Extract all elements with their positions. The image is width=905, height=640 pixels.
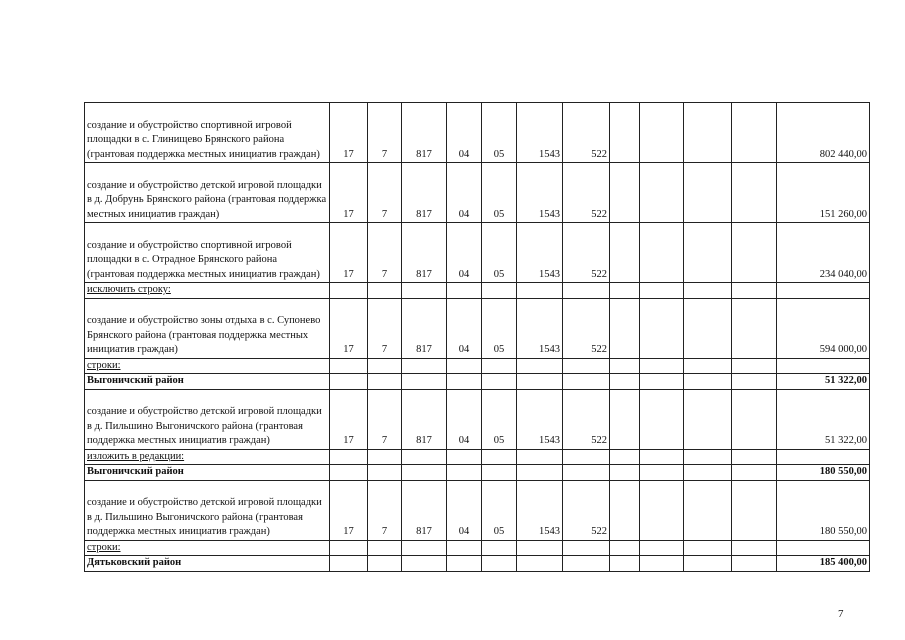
instruction-row [85, 540, 870, 556]
code-cell [447, 374, 482, 390]
code-cell [610, 540, 640, 556]
code-cell: 522 [563, 163, 610, 223]
code-cell [563, 465, 610, 481]
table-row [85, 389, 870, 449]
code-cell [732, 283, 777, 299]
code-cell [517, 358, 563, 374]
code-cell [684, 298, 732, 358]
code-cell: 05 [482, 298, 517, 358]
code-cell [732, 223, 777, 283]
code-cell [610, 449, 640, 465]
code-cell [402, 283, 447, 299]
code-cell: 817 [402, 389, 447, 449]
code-cell [447, 465, 482, 481]
code-cell [610, 103, 640, 163]
code-cell: 04 [447, 103, 482, 163]
code-cell [482, 465, 517, 481]
amount-cell: 594 000,00 [777, 298, 870, 358]
code-cell: 522 [563, 223, 610, 283]
instruction-row [85, 358, 870, 374]
code-cell: 817 [402, 298, 447, 358]
code-cell [640, 163, 684, 223]
amount-cell [777, 358, 870, 374]
code-cell [684, 449, 732, 465]
code-cell [368, 449, 402, 465]
code-cell [402, 374, 447, 390]
code-cell: 05 [482, 163, 517, 223]
code-cell: 7 [368, 480, 402, 540]
code-cell: 7 [368, 163, 402, 223]
code-cell [684, 223, 732, 283]
district-row [85, 556, 870, 572]
amount-cell: 51 322,00 [777, 389, 870, 449]
code-cell [330, 465, 368, 481]
code-cell [402, 556, 447, 572]
code-cell [732, 465, 777, 481]
code-cell [517, 374, 563, 390]
table-body [85, 103, 870, 572]
code-cell [732, 298, 777, 358]
code-cell: 817 [402, 163, 447, 223]
code-cell [732, 163, 777, 223]
code-cell: 1543 [517, 163, 563, 223]
code-cell [330, 556, 368, 572]
code-cell [732, 556, 777, 572]
code-cell [640, 556, 684, 572]
code-cell [482, 540, 517, 556]
code-cell [402, 465, 447, 481]
district-name: Выгоничский район [85, 374, 330, 390]
table-row [85, 298, 870, 358]
code-cell: 817 [402, 223, 447, 283]
code-cell [610, 556, 640, 572]
code-cell: 522 [563, 298, 610, 358]
code-cell [732, 389, 777, 449]
amount-cell: 180 550,00 [777, 465, 870, 481]
code-cell [640, 358, 684, 374]
code-cell: 1543 [517, 223, 563, 283]
code-cell [684, 540, 732, 556]
code-cell [330, 540, 368, 556]
code-cell [610, 358, 640, 374]
code-cell [563, 449, 610, 465]
code-cell [517, 449, 563, 465]
code-cell: 17 [330, 103, 368, 163]
code-cell [517, 540, 563, 556]
code-cell [368, 540, 402, 556]
table-row [85, 223, 870, 283]
code-cell: 17 [330, 480, 368, 540]
code-cell [732, 103, 777, 163]
code-cell [447, 540, 482, 556]
amount-cell [777, 540, 870, 556]
district-name: Выгоничский район [85, 465, 330, 481]
amount-cell: 802 440,00 [777, 103, 870, 163]
code-cell [640, 374, 684, 390]
code-cell [732, 480, 777, 540]
code-cell [732, 540, 777, 556]
amount-cell: 234 040,00 [777, 223, 870, 283]
amount-cell [777, 283, 870, 299]
code-cell [640, 389, 684, 449]
instruction-text: изложить в редакции: [85, 449, 330, 465]
code-cell [684, 389, 732, 449]
code-cell: 05 [482, 223, 517, 283]
code-cell [610, 298, 640, 358]
code-cell [684, 358, 732, 374]
code-cell [640, 540, 684, 556]
code-cell: 817 [402, 103, 447, 163]
code-cell: 17 [330, 298, 368, 358]
code-cell [732, 358, 777, 374]
code-cell [732, 374, 777, 390]
code-cell [482, 283, 517, 299]
code-cell [563, 374, 610, 390]
code-cell: 17 [330, 389, 368, 449]
code-cell: 17 [330, 163, 368, 223]
code-cell: 04 [447, 389, 482, 449]
amount-cell: 151 260,00 [777, 163, 870, 223]
instruction-row [85, 449, 870, 465]
code-cell [610, 223, 640, 283]
code-cell: 1543 [517, 103, 563, 163]
instruction-text: исключить строку: [85, 283, 330, 299]
code-cell [563, 283, 610, 299]
code-cell: 7 [368, 103, 402, 163]
code-cell: 522 [563, 389, 610, 449]
code-cell: 1543 [517, 389, 563, 449]
code-cell [563, 358, 610, 374]
district-name: Дятьковский район [85, 556, 330, 572]
code-cell [368, 374, 402, 390]
code-cell [447, 283, 482, 299]
code-cell: 17 [330, 223, 368, 283]
code-cell [517, 465, 563, 481]
item-description: создание и обустройство детской игровой площадки в д. Добрунь Брянского района (грантовая поддержка местных инициатив граждан) [85, 163, 330, 223]
code-cell [684, 283, 732, 299]
instruction-row [85, 283, 870, 299]
code-cell [640, 283, 684, 299]
code-cell [610, 163, 640, 223]
item-description: создание и обустройство спортивной игровой площадки в с. Отрадное Брянского района (грантовая поддержка местных инициатив граждан) [85, 223, 330, 283]
code-cell [368, 358, 402, 374]
code-cell: 1543 [517, 298, 563, 358]
code-cell [684, 374, 732, 390]
code-cell [640, 298, 684, 358]
code-cell [482, 358, 517, 374]
district-row [85, 374, 870, 390]
code-cell: 05 [482, 389, 517, 449]
code-cell: 7 [368, 298, 402, 358]
amount-cell: 185 400,00 [777, 556, 870, 572]
code-cell [402, 449, 447, 465]
code-cell [610, 283, 640, 299]
instruction-text: строки: [85, 358, 330, 374]
code-cell [330, 283, 368, 299]
amount-cell [777, 449, 870, 465]
code-cell [610, 389, 640, 449]
code-cell [402, 358, 447, 374]
amount-cell: 180 550,00 [777, 480, 870, 540]
code-cell [684, 480, 732, 540]
code-cell: 1543 [517, 480, 563, 540]
code-cell [610, 465, 640, 481]
item-description: создание и обустройство спортивной игровой площадки в с. Глинищево Брянского района (грантовая поддержка местных инициатив граждан) [85, 103, 330, 163]
code-cell [563, 540, 610, 556]
code-cell [330, 449, 368, 465]
code-cell: 04 [447, 163, 482, 223]
district-row [85, 465, 870, 481]
table-row [85, 163, 870, 223]
code-cell: 04 [447, 480, 482, 540]
code-cell [610, 480, 640, 540]
code-cell: 04 [447, 223, 482, 283]
code-cell [482, 556, 517, 572]
code-cell [447, 556, 482, 572]
code-cell [684, 163, 732, 223]
page-number: 7 [838, 608, 844, 620]
code-cell [640, 480, 684, 540]
code-cell [684, 465, 732, 481]
code-cell [684, 556, 732, 572]
code-cell [368, 283, 402, 299]
item-description: создание и обустройство зоны отдыха в с. Супонево Брянского района (грантовая поддержка местных инициатив граждан) [85, 298, 330, 358]
code-cell: 7 [368, 223, 402, 283]
code-cell [640, 103, 684, 163]
code-cell: 522 [563, 480, 610, 540]
code-cell [368, 556, 402, 572]
code-cell [640, 449, 684, 465]
code-cell: 05 [482, 480, 517, 540]
code-cell [640, 465, 684, 481]
code-cell [330, 358, 368, 374]
code-cell [732, 449, 777, 465]
code-cell: 522 [563, 103, 610, 163]
code-cell: 05 [482, 103, 517, 163]
item-description: создание и обустройство детской игровой площадки в д. Пильшино Выгоничского района (грантовая поддержка местных инициатив граждан) [85, 480, 330, 540]
code-cell [368, 465, 402, 481]
code-cell [447, 449, 482, 465]
code-cell [447, 358, 482, 374]
code-cell [610, 374, 640, 390]
budget-table [84, 102, 870, 572]
code-cell [402, 540, 447, 556]
code-cell: 04 [447, 298, 482, 358]
code-cell [330, 374, 368, 390]
code-cell [482, 374, 517, 390]
table-row [85, 480, 870, 540]
item-description: создание и обустройство детской игровой площадки в д. Пильшино Выгоничского района (грантовая поддержка местных инициатив граждан) [85, 389, 330, 449]
code-cell [563, 556, 610, 572]
table-row [85, 103, 870, 163]
code-cell [640, 223, 684, 283]
code-cell [482, 449, 517, 465]
amount-cell: 51 322,00 [777, 374, 870, 390]
code-cell [684, 103, 732, 163]
instruction-text: строки: [85, 540, 330, 556]
code-cell [517, 556, 563, 572]
code-cell [517, 283, 563, 299]
code-cell: 7 [368, 389, 402, 449]
code-cell: 817 [402, 480, 447, 540]
